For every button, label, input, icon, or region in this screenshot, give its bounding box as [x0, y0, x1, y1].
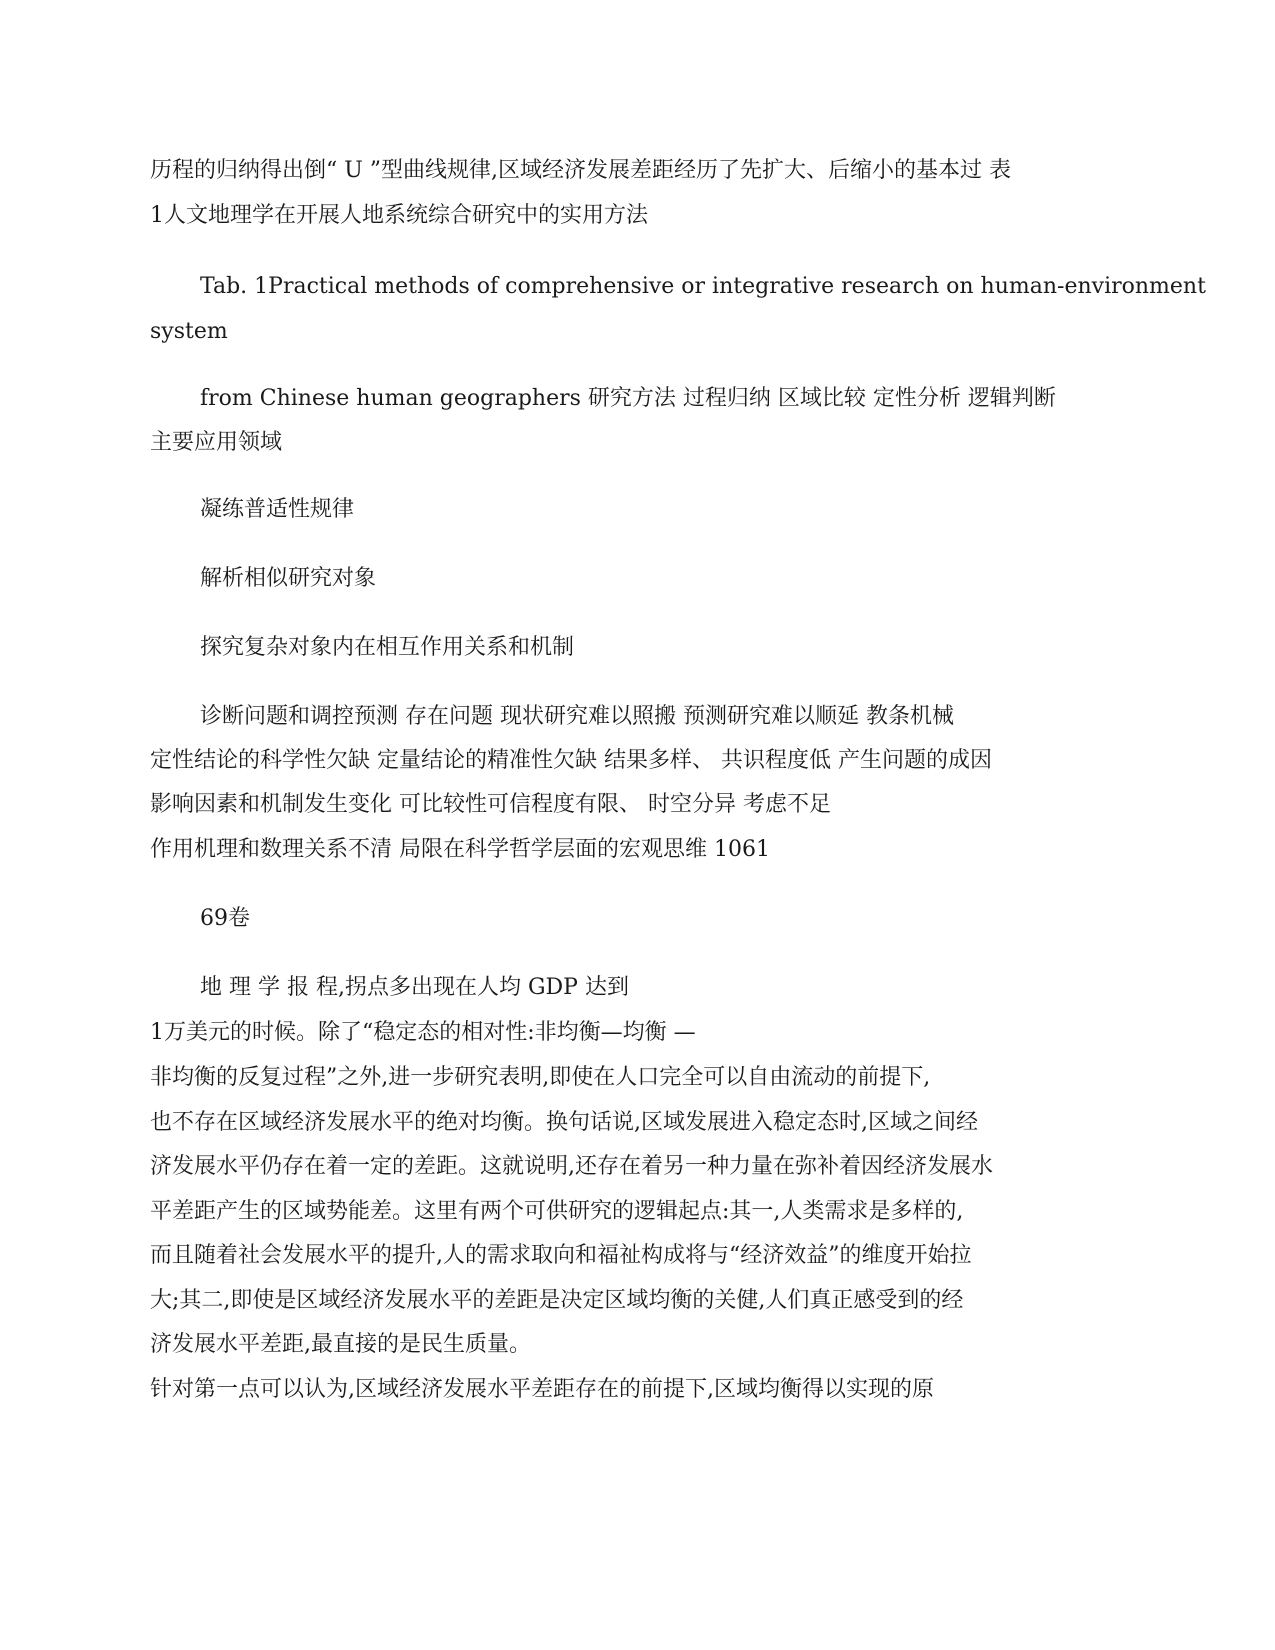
text-line: 影响因素和机制发生变化 可比较性可信程度有限、 时空分异 考虑不足: [150, 792, 831, 817]
text-line: 济发展水平差距,最直接的是民生质量。: [150, 1332, 531, 1357]
text-line: 而且随着社会发展水平的提升,人的需求取向和福祉构成将与“经济效益”的维度开始拉: [150, 1243, 972, 1268]
text-line: 作用机理和数理关系不清 局限在科学哲学层面的宏观思维 1061: [150, 837, 770, 862]
text-line: 主要应用领域: [150, 430, 283, 455]
text-line: 1人文地理学在开展人地系统综合研究中的实用方法: [150, 203, 648, 228]
text-line: 大;其二,即使是区域经济发展水平的差距是决定区域均衡的关健,人们真正感受到的经: [150, 1288, 964, 1313]
text-line: 历程的归纳得出倒“ U ”型曲线规律,区域经济发展差距经历了先扩大、后缩小的基本过 表: [150, 158, 1012, 183]
text-line: 非均衡的反复过程”之外,进一步研究表明,即使在人口完全可以自由流动的前提下,: [150, 1065, 931, 1090]
table-caption-en: Tab. 1Practical methods of comprehensive or integrative research on human-environment: [200, 274, 1206, 299]
text-line: 1万美元的时候。除了“稳定态的相对性:非均衡—均衡 —: [150, 1020, 696, 1045]
text-line: 也不存在区域经济发展水平的绝对均衡。换句话说,区域发展进入稳定态时,区域之间经: [150, 1110, 978, 1135]
text-line: 定性结论的科学性欠缺 定量结论的精准性欠缺 结果多样、 共识程度低 产生问题的成因: [150, 748, 992, 773]
text-line: 凝练普适性规律: [200, 497, 355, 522]
text-line: 诊断问题和调控预测 存在问题 现状研究难以照搬 预测研究难以顺延 教条机械: [200, 704, 954, 729]
text-line: 探究复杂对象内在相互作用关系和机制: [200, 635, 575, 660]
table-caption-en-cont: system: [150, 319, 228, 344]
text-line: from Chinese human geographers 研究方法 过程归纳 区域比较 定性分析 逻辑判断: [200, 386, 1056, 411]
text-line: 解析相似研究对象: [200, 566, 377, 591]
volume-label: 69卷: [200, 906, 250, 931]
text-line: 针对第一点可以认为,区域经济发展水平差距存在的前提下,区域均衡得以实现的原: [150, 1377, 934, 1402]
text-line: 地 理 学 报 程,拐点多出现在人均 GDP 达到: [200, 975, 629, 1000]
text-line: 济发展水平仍存在着一定的差距。这就说明,还存在着另一种力量在弥补着因经济发展水: [150, 1154, 993, 1179]
text-line: 平差距产生的区域势能差。这里有两个可供研究的逻辑起点:其一,人类需求是多样的,: [150, 1199, 964, 1224]
